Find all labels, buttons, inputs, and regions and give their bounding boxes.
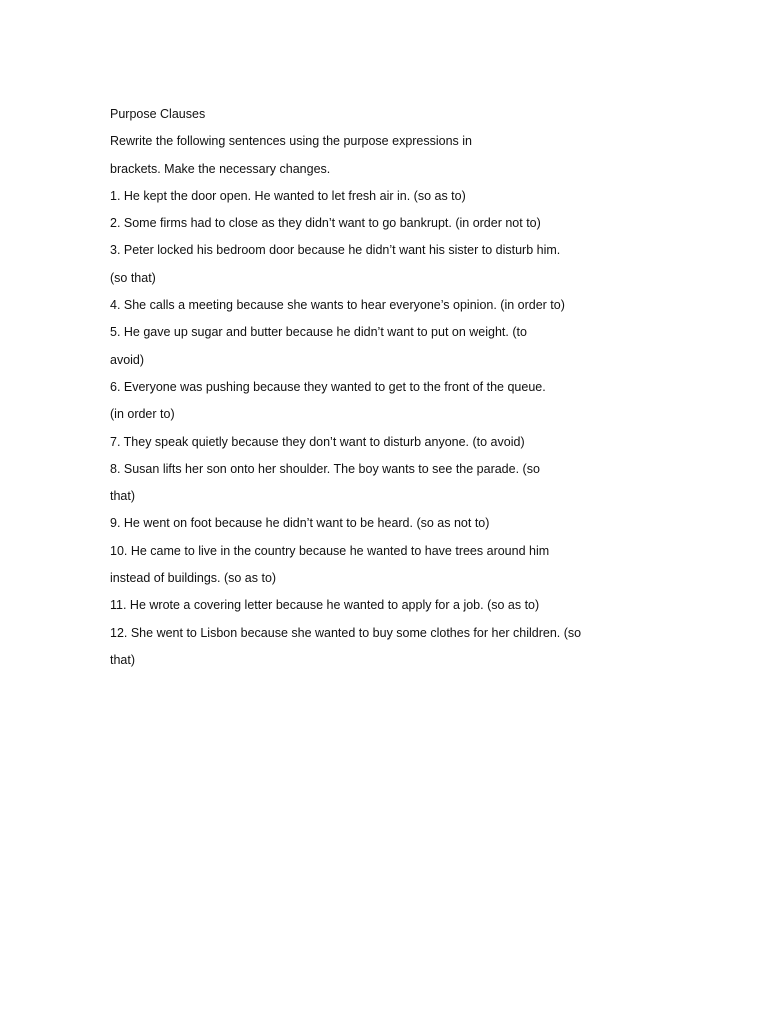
exercise-4: 4. She calls a meeting because she wants to hear everyone’s opinion. (in order to) [110,298,565,313]
exercise-7: 7. They speak quietly because they don’t want to disturb anyone. (to avoid) [110,434,525,449]
exercise-5-continued: avoid) [110,352,145,367]
exercise-10-continued: instead of buildings. (so as to) [110,571,277,586]
exercise-9: 9. He went on foot because he didn’t want to be heard. (so as not to) [110,516,490,531]
exercise-12: 12. She went to Lisbon because she wanted to buy some clothes for her children. (so [110,625,582,640]
exercise-12-continued: that) [110,652,136,667]
exercise-5: 5. He gave up sugar and butter because he didn’t want to put on weight. (to [110,325,527,340]
exercise-3: 3. Peter locked his bedroom door because he didn’t want his sister to disturb him. [110,243,561,258]
document-title: Purpose Clauses [110,107,206,121]
instruction-line-2: brackets. Make the necessary changes. [110,161,331,176]
exercise-6-continued: (in order to) [110,407,175,422]
exercise-1: 1. He kept the door open. He wanted to let fresh air in. (so as to) [110,188,466,203]
exercise-6: 6. Everyone was pushing because they wanted to get to the front of the queue. [110,379,546,394]
exercise-8-continued: that) [110,489,136,504]
exercise-2: 2. Some firms had to close as they didn’t want to go bankrupt. (in order not to) [110,216,541,231]
instruction-line-1: Rewrite the following sentences using the purpose expressions in [110,134,473,149]
document-body [110,101,710,674]
exercise-11: 11. He wrote a covering letter because he wanted to apply for a job. (so as to) [110,598,540,613]
exercise-3-continued: (so that) [110,270,156,285]
exercise-10: 10. He came to live in the country because he wanted to have trees around him [110,543,550,558]
exercise-8: 8. Susan lifts her son onto her shoulder. The boy wants to see the parade. (so [110,461,540,476]
